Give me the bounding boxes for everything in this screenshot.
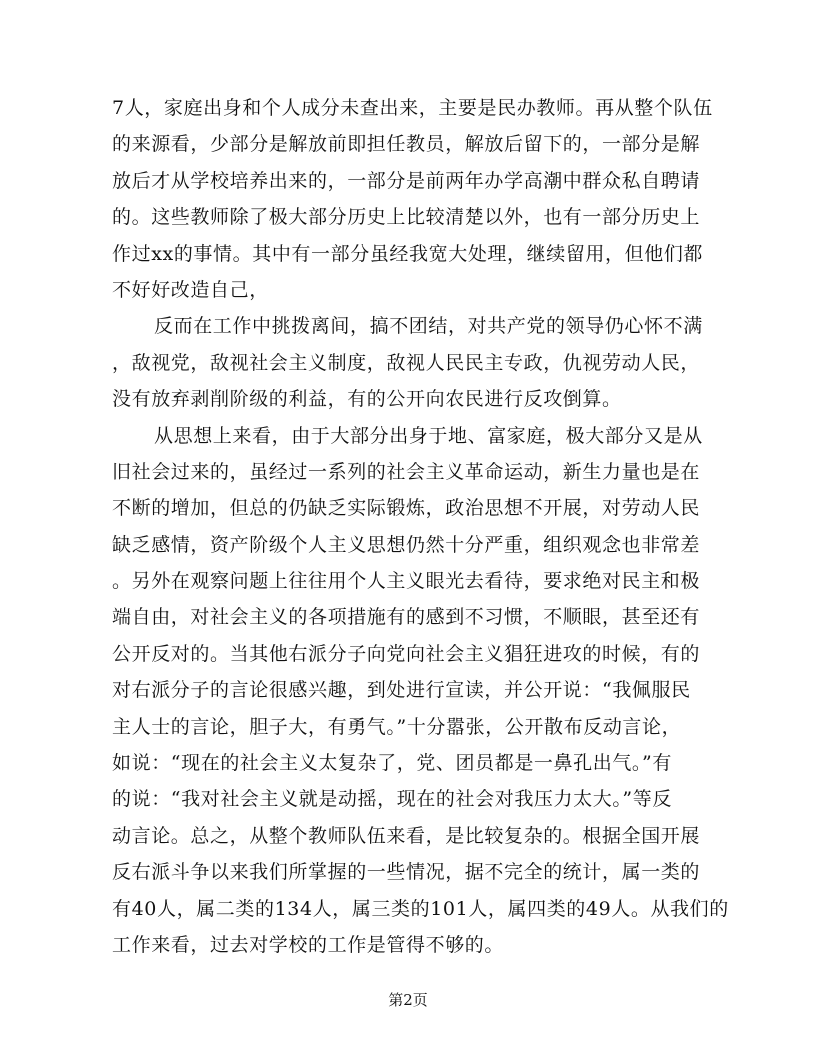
paragraph [112, 418, 729, 964]
text-line: 对右派分子的言论很感兴趣，到处进行宣读，并公开说：“我佩服民 [112, 679, 691, 702]
text-line: 缺乏感情，资产阶级个人主义思想仍然十分严重，组织观念也非常差 [112, 533, 701, 556]
text-line: 工作来看，过去对学校的工作是管得不够的。 [112, 933, 505, 956]
text-line: 。另外在观察问题上往往用个人主义眼光去看待，要求绝对民主和极 [112, 570, 701, 593]
text-line: 端自由，对社会主义的各项措施有的感到不习惯，不顺眼，甚至还有 [112, 606, 701, 629]
paragraph [112, 308, 703, 417]
text-line: 不好好改造自己， [112, 278, 269, 301]
text-line: 的来源看，少部分是解放前即担任教员，解放后留下的，一部分是解 [112, 133, 701, 156]
text-line: 动言论。总之，从整个教师队伍来看，是比较复杂的。根据全国开展 [112, 824, 701, 847]
text-line: 有40人，属二类的134人，属三类的101人，属四类的49人。从我们的 [112, 897, 729, 920]
paragraph [112, 90, 713, 308]
text-line: 7人，家庭出身和个人成分未查出来，主要是民办教师。再从整个队伍 [112, 97, 713, 119]
text-line: 主人士的言论，胆子大，有勇气。”十分嚣张，公开散布反动言论， [112, 715, 682, 738]
text-line: 放后才从学校培养出来的，一部分是前两年办学高潮中群众私自聘请 [112, 169, 701, 192]
document-body [112, 90, 729, 963]
text-line: 旧社会过来的，虽经过一系列的社会主义革命运动，新生力量也是在 [112, 460, 701, 483]
text-line: 反而在工作中挑拨离间，搞不团结，对共产党的领导仍心怀不满 [154, 315, 703, 338]
text-line: 的说：“我对社会主义就是动摇，现在的社会对我压力太大。”等反 [112, 788, 672, 811]
text-line: ，敌视党，敌视社会主义制度，敌视人民民主专政，仇视劳动人民， [112, 351, 701, 374]
text-line: 不断的增加，但总的仍缺乏实际锻炼，政治思想不开展，对劳动人民 [112, 497, 701, 520]
text-line: 反右派斗争以来我们所掌握的一些情况，据不完全的统计，属一类的 [112, 861, 701, 884]
text-line: 没有放弃剥削阶级的利益，有的公开向农民进行反攻倒算。 [112, 388, 622, 411]
page-number-footer: 第2页 [388, 991, 428, 1009]
text-line: 公开反对的。当其他右派分子向党向社会主义猖狂进攻的时候，有的 [112, 642, 701, 665]
text-line: 作过xx的事情。其中有一部分虽经我宽大处理，继续留用，但他们都 [112, 242, 704, 265]
text-line: 如说：“现在的社会主义太复杂了，党、团员都是一鼻孔出气。”有 [112, 752, 672, 775]
text-line: 的。这些教师除了极大部分历史上比较清楚以外，也有一部分历史上 [112, 206, 701, 229]
text-line: 从思想上来看，由于大部分出身于地、富家庭，极大部分又是从 [154, 424, 703, 447]
